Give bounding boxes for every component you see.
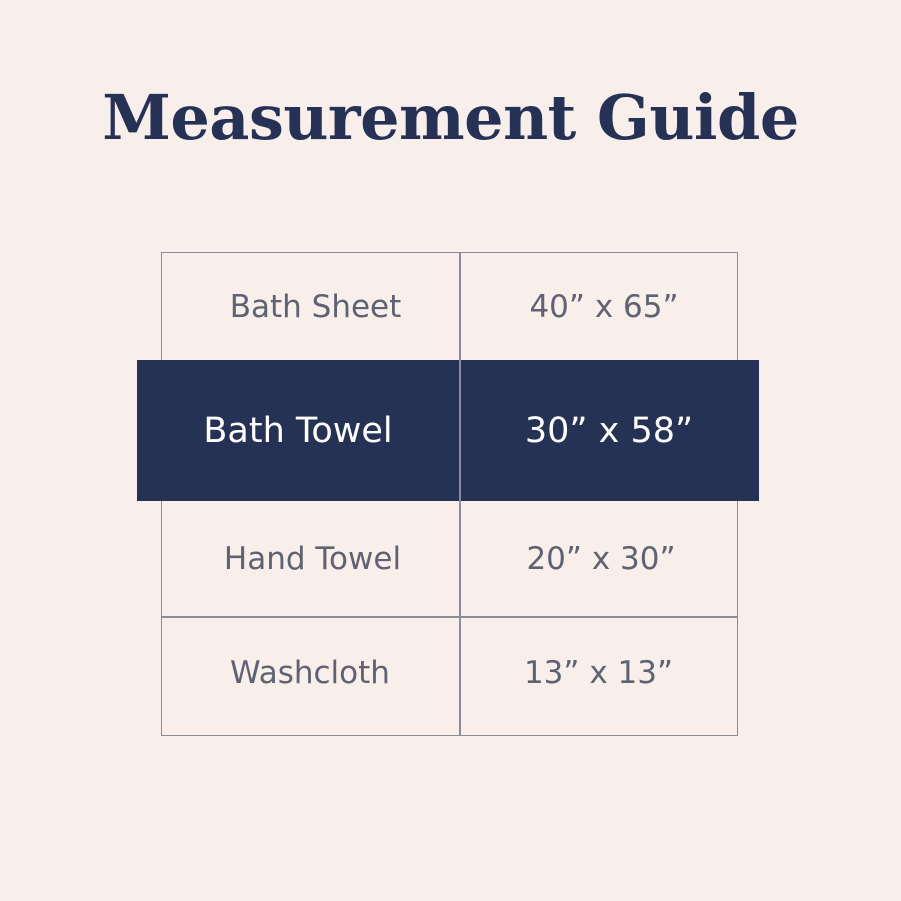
towel-type-label: Bath Sheet (229, 288, 402, 325)
towel-type-label: Washcloth (230, 655, 390, 691)
towel-size-value: 13” x 13” (523, 655, 674, 691)
towel-type-label: Bath Towel (203, 410, 393, 451)
page-title: Measurement Guide (102, 81, 799, 154)
table-row-washcloth (161, 617, 738, 735)
towel-size-value: 20” x 30” (526, 540, 676, 577)
towel-type-label: Hand Towel (223, 540, 402, 577)
towel-size-value: 40” x 65” (529, 288, 679, 325)
table-row-bath-towel (137, 360, 759, 501)
table-row-hand-towel (161, 501, 738, 616)
table-row-bath-sheet (161, 253, 738, 360)
towel-size-value: 30” x 58” (524, 410, 694, 451)
